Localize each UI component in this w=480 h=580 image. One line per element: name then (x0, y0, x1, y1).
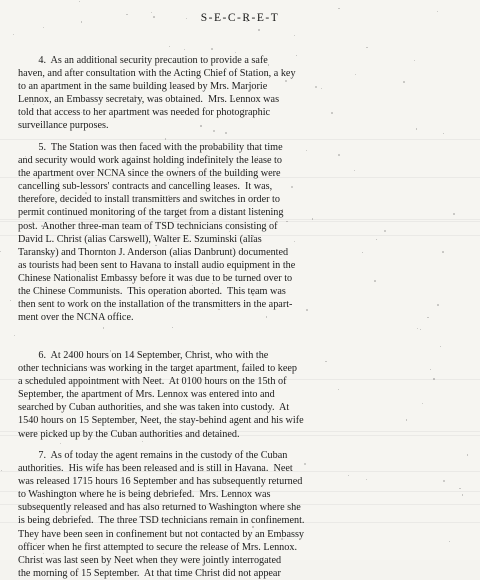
paragraph-line: cancelling sub-lessors' contracts and cancelling leases. It was, (18, 181, 273, 193)
paragraph-line: as tourists had been sent to Havana to install audio equipment in the (18, 259, 296, 271)
speckle (172, 327, 173, 328)
paragraph-line: post. Another three-man team of TSD technicians consisting of (18, 220, 278, 232)
paragraph-line: 4. As an additional security precaution to provide a safe (18, 55, 268, 66)
paragraph-line: officer when he first attempted to secure the release of Mrs. Lennox. (18, 541, 298, 553)
speckle (443, 133, 444, 134)
paragraph-5 (18, 141, 476, 324)
paragraph-line: Chinese Nationalist Embassy before it was due to be turned over to (18, 272, 293, 284)
speckle (142, 441, 143, 442)
paragraph-7 (18, 449, 476, 580)
speckle (43, 27, 44, 28)
speckle (60, 443, 61, 444)
paragraph-line: 5. The Station was then faced with the probability that time (18, 142, 283, 153)
speckle (10, 300, 11, 301)
paragraph-line: 1540 hours on 15 September, Neet, the stay-behind agent and his wife (18, 415, 304, 427)
paragraph-line: surveillance purposes. (18, 120, 109, 132)
paragraph-line: subsequently released and has also returned to Washington where she (18, 502, 301, 514)
paragraph-line: searched by Cuban authorities, and she was taken into custody. At (18, 402, 290, 414)
speckle (184, 49, 185, 50)
paragraph-line: ment over the NCNA office. (18, 312, 134, 324)
speckle (79, 1, 80, 2)
paragraph-line: Christ was last seen by Neet when they were jointly interrogated (18, 554, 282, 566)
paragraph-line: and security would work against holding indefinitely the lease to (18, 155, 282, 167)
paragraph-line: to Washington where he is being debriefed. Mrs. Lennox was (18, 489, 271, 501)
paragraph-line: was released 1715 hours 16 September and has subsequently returned (18, 476, 303, 488)
paragraph-line: the apartment over NCNA since the owners of the building were (18, 168, 281, 180)
speckle (0, 251, 1, 252)
paragraph-line: the Chinese Communists. This operation aborted. This team was (18, 286, 286, 298)
speckle (103, 327, 104, 328)
paragraph-line: is being debriefed. The three TSD technicians remain in confinement. (18, 515, 305, 527)
speckle (338, 8, 340, 10)
paragraph-line: 7. As of today the agent remains in the custody of the Cuban (18, 450, 288, 461)
paragraph-line: therefore, decided to install transmitters and switches in order to (18, 194, 280, 206)
speckle (420, 329, 421, 330)
paragraph-line: were picked up by the Cuban authorities and detained. (18, 428, 240, 440)
paragraph-line: to an apartment in the same building leased by Mrs. Marjorie (18, 81, 268, 93)
paragraph-line: Lennox, an Embassy secretary, was obtained. Mrs. Lennox was (18, 94, 280, 106)
speckle (169, 46, 170, 47)
paragraph-line: authorities. His wife has been released and is still in Havana. Neet (18, 463, 293, 475)
paragraph-line: Taransky) and Thornton J. Anderson (alias Danbrunt) documented (18, 246, 289, 258)
paragraph-4 (18, 54, 476, 133)
speckle (13, 34, 14, 35)
paragraph-line: They have been seen in confinement but not contacted by an Embassy (18, 528, 305, 540)
paragraph-line: David L. Christ (alias Carswell), Walter E. Szuminski (alias (18, 233, 262, 245)
speckle (417, 328, 418, 329)
paragraph-line: haven, and after consultation with the Acting Chief of Station, a key (18, 68, 296, 80)
classification-header: S-E-C-R-E-T (200, 12, 280, 24)
speckle (440, 346, 441, 347)
paragraph-line: 6. At 2400 hours on 14 September, Christ, who with the (18, 350, 269, 361)
paragraph-line: told that access to her apartment was needed for photographic (18, 107, 271, 119)
speckle (258, 29, 259, 30)
speckle (211, 48, 213, 50)
paragraph-line: a scheduled appointment with Neet. At 0100 hours on the 15th of (18, 376, 287, 388)
speckle (366, 47, 368, 49)
paragraph-line: permit continued monitoring of the target from a distant listening (18, 207, 284, 219)
paragraph-6 (18, 349, 476, 441)
speckle (14, 335, 15, 336)
scan-streak (0, 139, 480, 140)
paragraph-line: the morning of 15 September. At that time Christ did not appear (18, 567, 281, 579)
speckle (294, 35, 295, 36)
paragraph-line: September, the apartment of Mrs. Lennox was entered into and (18, 389, 275, 401)
paragraph-line: other technicians was working in the target apartment, failed to keep (18, 363, 298, 375)
paragraph-line: then sent to work on the installation of the transmitters in the apart- (18, 299, 293, 311)
